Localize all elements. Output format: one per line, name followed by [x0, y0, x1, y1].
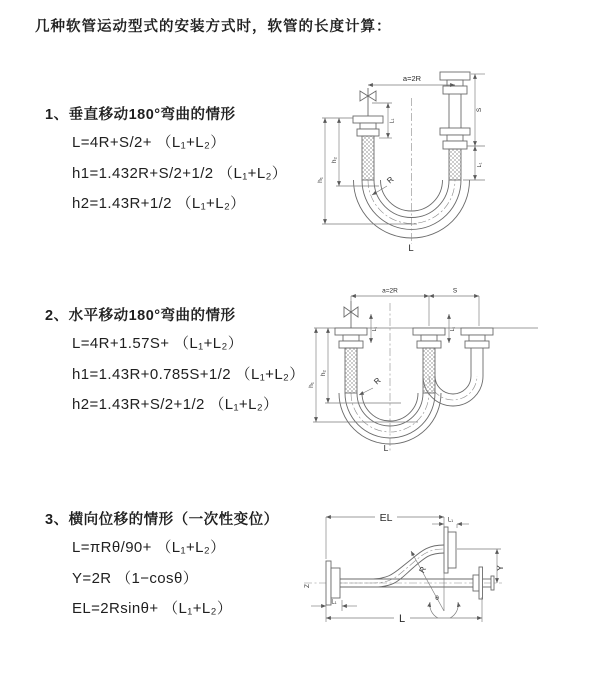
s-curve-hose: [340, 545, 444, 587]
right-pipe: [440, 72, 470, 180]
page-title: 几种软管运动型式的安装方式时，软管的长度计算：: [35, 19, 392, 35]
dim-label: h₂: [320, 369, 327, 377]
right-flange: [461, 328, 493, 376]
formula-el: EL=2Rsinθ+ （L₁+L₂）: [72, 600, 233, 617]
formula-length: L=4R+1.57S+ （L₁+L₂）: [72, 335, 244, 352]
dim-label: L₁: [447, 517, 454, 524]
middle-flange: [413, 328, 445, 393]
formula-h1: h1=1.43R+0.785S+1/2 （L₁+L₂）: [72, 365, 305, 383]
dim-label: S: [452, 287, 458, 295]
dim-label: R: [417, 565, 429, 575]
formula-h1: h1=1.432R+S/2+1/2 （L₁+L₂）: [72, 164, 288, 182]
dim-label: h₁: [317, 177, 324, 183]
braided-section: [449, 149, 461, 180]
diagram-lateral-displacement: [298, 501, 600, 669]
radius-callout: [359, 376, 383, 395]
dim-l1-upper: [432, 518, 469, 529]
dim-label-length: L: [408, 243, 414, 254]
left-flange: [335, 328, 367, 393]
dim-label: L₁: [372, 326, 378, 332]
dim-label: S: [476, 107, 483, 113]
dim-label-angle: θ: [435, 595, 439, 602]
valve-icon: [360, 88, 376, 116]
left-flange: [353, 116, 383, 180]
section-2-heading: 2、水平移动180°弯曲的情形: [45, 308, 236, 324]
dim-label: L₁: [331, 599, 337, 606]
dim-label: a=2R: [402, 74, 422, 83]
formula-length: L=πRθ/90+ （L₁+L₂）: [72, 539, 226, 556]
dim-label: EL: [379, 512, 393, 524]
dim-l1-left: [311, 600, 357, 612]
axis-label: Z: [304, 584, 311, 588]
dim-label: h₂: [331, 156, 338, 164]
braided-section: [423, 348, 435, 393]
section-3-heading: 3、横向位移的情形（一次性变位）: [45, 512, 279, 528]
right-flange: [473, 567, 494, 599]
dim-label: a=2R: [382, 287, 398, 295]
section-1-heading: 1、垂直移动180°弯曲的情形: [45, 107, 236, 123]
dim-a-2r: [351, 288, 479, 327]
dim-label: L₁: [477, 162, 483, 168]
formula-h2: h2=1.43R+S/2+1/2 （L₁+L₂）: [72, 396, 279, 413]
valve-icon: [344, 301, 358, 328]
formula-y: Y=2R （1−cosθ）: [72, 569, 199, 587]
upper-flange: [444, 527, 456, 573]
braided-section: [362, 136, 374, 180]
formula-length: L=4R+S/2+ （L₁+L₂）: [72, 134, 226, 151]
dim-label: R: [385, 174, 396, 186]
dim-label-length: L: [383, 443, 389, 453]
formula-h2: h2=1.43R+1/2 （L₁+L₂）: [72, 195, 246, 212]
diagram-vertical-u-bend: [315, 68, 585, 265]
dim-label: R: [372, 375, 383, 387]
section-vertical-180: [45, 103, 345, 226]
dim-label: h₁: [308, 382, 315, 388]
dim-length: [326, 597, 482, 625]
dim-label-length: L: [398, 613, 406, 625]
diagram-horizontal-u-bend: [306, 281, 598, 473]
dim-label: L₁: [450, 326, 456, 332]
braided-section: [345, 348, 357, 393]
left-flange: [326, 561, 340, 605]
section-horizontal-180: [45, 304, 345, 427]
dim-el: [326, 512, 444, 559]
dim-label: Y: [495, 565, 505, 571]
dim-label: L₁: [389, 118, 396, 124]
